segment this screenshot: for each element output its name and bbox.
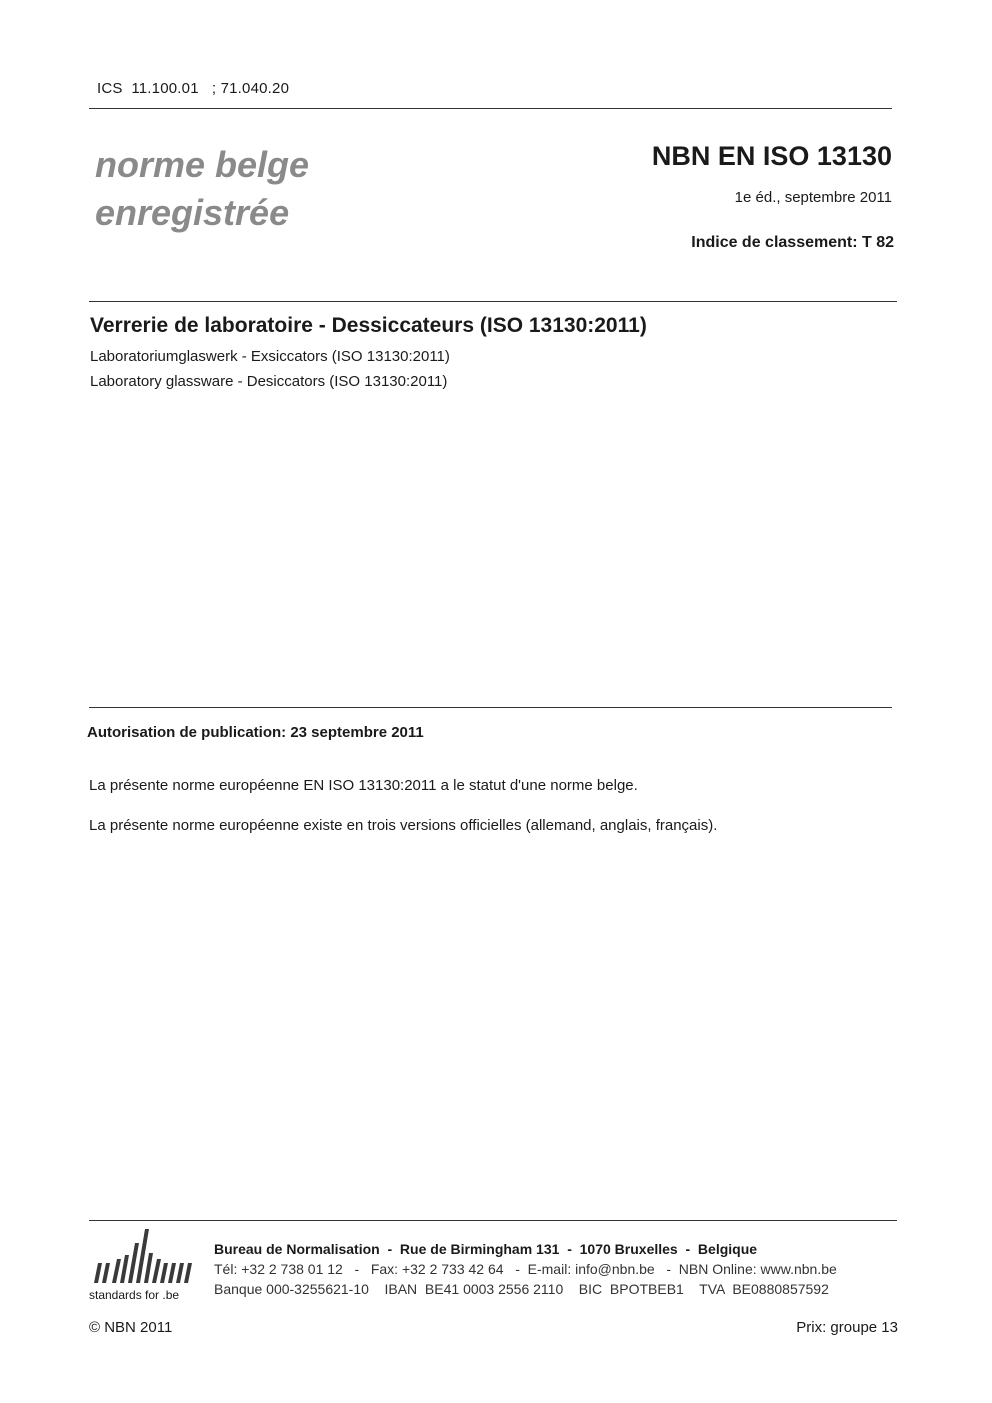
address-line: Bureau de Normalisation - Rue de Birmingham 131 - 1070 Bruxelles - Belgique: [214, 1241, 758, 1257]
header-divider: [89, 108, 892, 109]
versions-paragraph: La présente norme européenne existe en trois versions officielles (allemand, anglais, français).: [89, 817, 718, 834]
logo-tagline: standards for .be: [89, 1288, 180, 1302]
price-group: Prix: groupe 13: [796, 1319, 898, 1336]
brand-line-2: enregistrée: [95, 192, 290, 233]
ics-code: ICS 11.100.01 ; 71.040.20: [97, 80, 290, 97]
classification-index: Indice de classement: T 82: [691, 234, 894, 251]
edition-date: 1e éd., septembre 2011: [734, 189, 892, 206]
status-paragraph: La présente norme européenne EN ISO 13130:2011 a le statut d'une norme belge.: [89, 777, 638, 794]
title-french: Verrerie de laboratoire - Dessiccateurs (ISO 13130:2011): [90, 314, 647, 337]
title-dutch: Laboratoriumglaswerk - Exsiccators (ISO 13130:2011): [90, 348, 450, 365]
brand-heading: [95, 141, 309, 237]
title-english: Laboratory glassware - Desiccators (ISO 13130:2011): [90, 373, 448, 390]
title-divider-bottom: [89, 707, 892, 708]
brand-line-1: norme belge: [95, 144, 310, 185]
copyright: © NBN 2011: [89, 1319, 173, 1336]
publication-authorization: Autorisation de publication: 23 septembre 2011: [87, 724, 424, 741]
contact-line: Tél: +32 2 738 01 12 - Fax: +32 2 733 42 64 - E-mail: info@nbn.be - NBN Online: www.nbn.be: [214, 1261, 837, 1277]
standard-number: NBN EN ISO 13130: [651, 141, 892, 171]
bank-line: Banque 000-3255621-10 IBAN BE41 0003 2556 2110 BIC BPOTBEB1 TVA BE0880857592: [214, 1281, 829, 1297]
footer-divider: [89, 1220, 897, 1221]
title-divider-top: [89, 301, 897, 302]
